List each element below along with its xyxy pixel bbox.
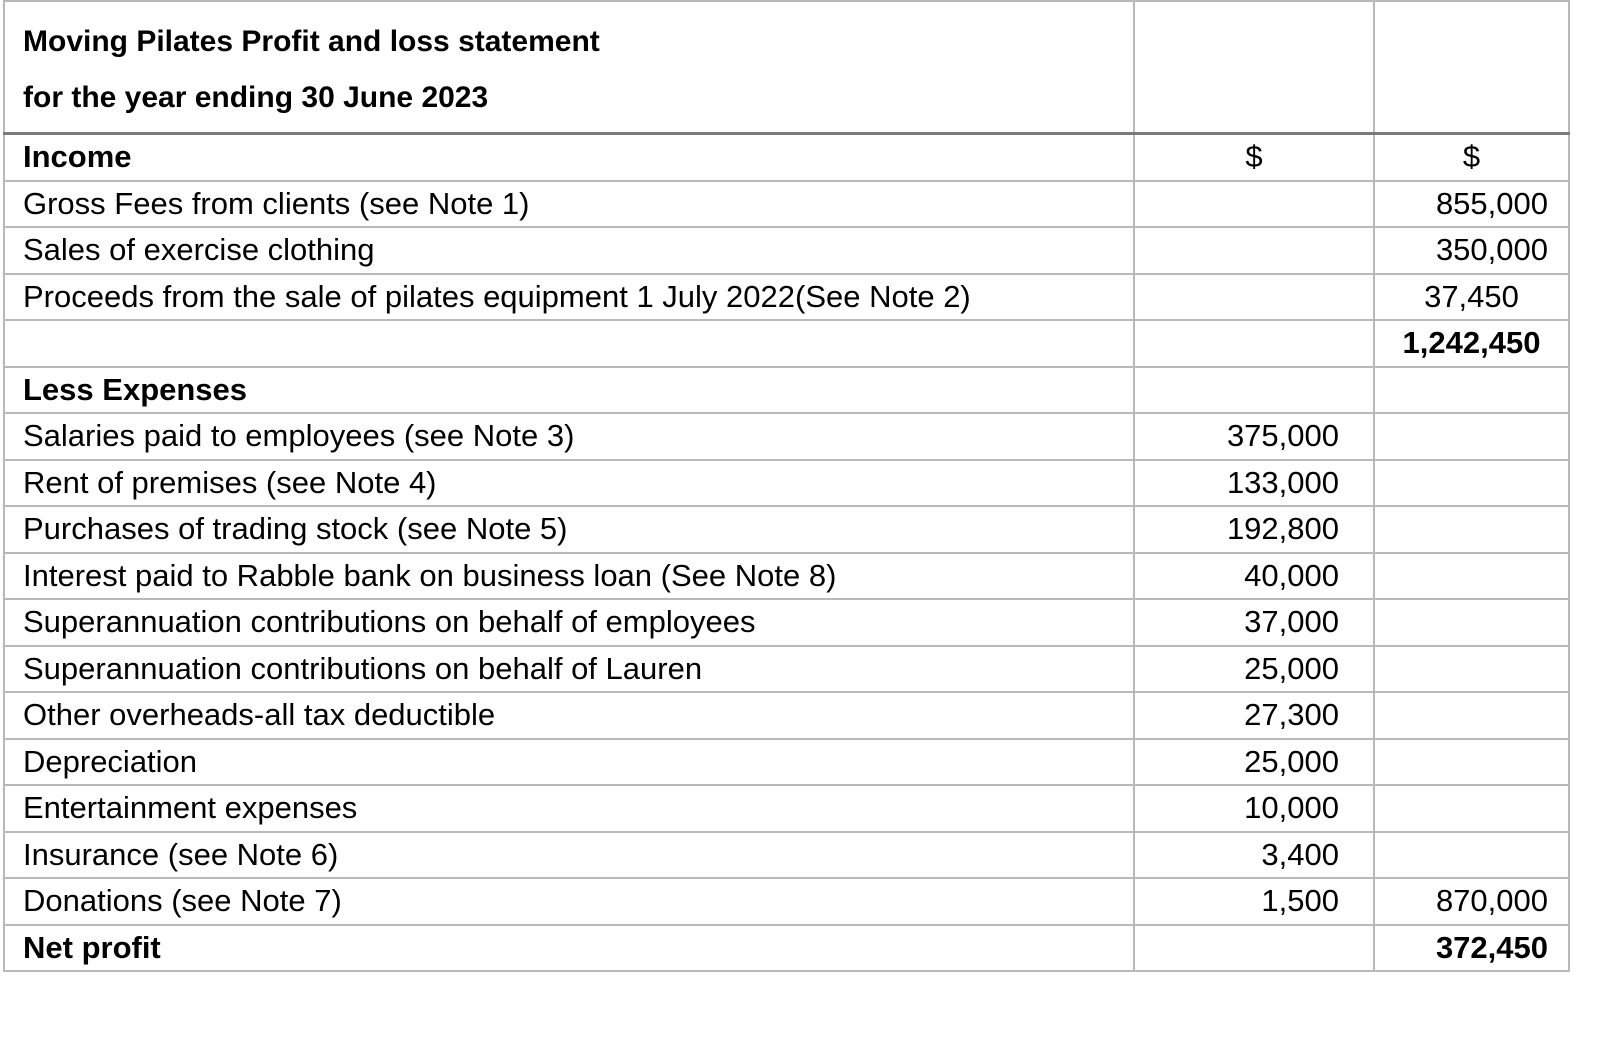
empty-cell [1374,832,1569,879]
income-total: 1,242,450 [1374,320,1569,367]
income-item-label: Proceeds from the sale of pilates equipment 1 July 2022(See Note 2) [4,274,1134,321]
empty-cell [1374,646,1569,693]
table-row [4,878,1569,925]
expense-item-label: Donations (see Note 7) [4,878,1134,925]
expense-item-label: Salaries paid to employees (see Note 3) [4,413,1134,460]
empty-cell [1374,599,1569,646]
empty-cell [1374,460,1569,507]
table-row [4,739,1569,786]
expense-item-label: Superannuation contributions on behalf of employees [4,599,1134,646]
net-profit-row [4,925,1569,972]
income-item-amount: 350,000 [1374,227,1569,274]
empty-cell [1374,413,1569,460]
empty-cell [1374,692,1569,739]
currency-symbol: $ [1134,134,1374,181]
empty-cell [1134,925,1374,972]
table-row [4,599,1569,646]
expenses-total: 870,000 [1374,878,1569,925]
currency-symbol: $ [1374,134,1569,181]
expense-item-amount: 25,000 [1134,739,1374,786]
income-item-label: Sales of exercise clothing [4,227,1134,274]
income-heading-row [4,134,1569,181]
expense-item-amount: 40,000 [1134,553,1374,600]
income-item-amount: 855,000 [1374,181,1569,228]
net-profit-amount: 372,450 [1374,925,1569,972]
header-cell [4,1,1134,134]
table-row [4,692,1569,739]
expense-item-amount: 3,400 [1134,832,1374,879]
statement-title: Moving Pilates Profit and loss statement [23,25,600,58]
expense-item-amount: 10,000 [1134,785,1374,832]
empty-cell [1134,320,1374,367]
table-row [4,181,1569,228]
table-row [4,832,1569,879]
expense-item-amount: 37,000 [1134,599,1374,646]
expense-item-label: Other overheads-all tax deductible [4,692,1134,739]
empty-cell [1374,553,1569,600]
expense-item-label: Rent of premises (see Note 4) [4,460,1134,507]
table-row [4,227,1569,274]
empty-cell [1134,227,1374,274]
header-row [4,1,1569,134]
income-item-label: Gross Fees from clients (see Note 1) [4,181,1134,228]
header-empty-cell [1134,1,1374,134]
profit-loss-statement [3,0,1568,972]
statement-subtitle: for the year ending 30 June 2023 [23,81,489,114]
expense-item-label: Insurance (see Note 6) [4,832,1134,879]
table-row [4,274,1569,321]
income-total-row [4,320,1569,367]
empty-cell [1134,274,1374,321]
expense-item-amount: 1,500 [1134,878,1374,925]
table-row [4,460,1569,507]
expenses-label: Less Expenses [4,367,1134,414]
expense-item-label: Superannuation contributions on behalf of Lauren [4,646,1134,693]
expense-item-amount: 192,800 [1134,506,1374,553]
header-empty-cell [1374,1,1569,134]
table-row [4,506,1569,553]
expense-item-amount: 375,000 [1134,413,1374,460]
expense-item-amount: 25,000 [1134,646,1374,693]
empty-cell [1374,506,1569,553]
expense-item-amount: 27,300 [1134,692,1374,739]
expense-item-label: Depreciation [4,739,1134,786]
expense-item-label: Interest paid to Rabble bank on business loan (See Note 8) [4,553,1134,600]
statement-table [3,0,1570,972]
net-profit-label: Net profit [4,925,1134,972]
table-row [4,646,1569,693]
income-label: Income [4,134,1134,181]
income-item-amount: 37,450 [1374,274,1569,321]
empty-cell [1374,739,1569,786]
expenses-heading-row [4,367,1569,414]
expense-item-amount: 133,000 [1134,460,1374,507]
empty-cell [1374,785,1569,832]
table-row [4,785,1569,832]
table-row [4,413,1569,460]
empty-cell [4,320,1134,367]
empty-cell [1134,181,1374,228]
expense-item-label: Purchases of trading stock (see Note 5) [4,506,1134,553]
table-row [4,553,1569,600]
empty-cell [1374,367,1569,414]
expense-item-label: Entertainment expenses [4,785,1134,832]
empty-cell [1134,367,1374,414]
